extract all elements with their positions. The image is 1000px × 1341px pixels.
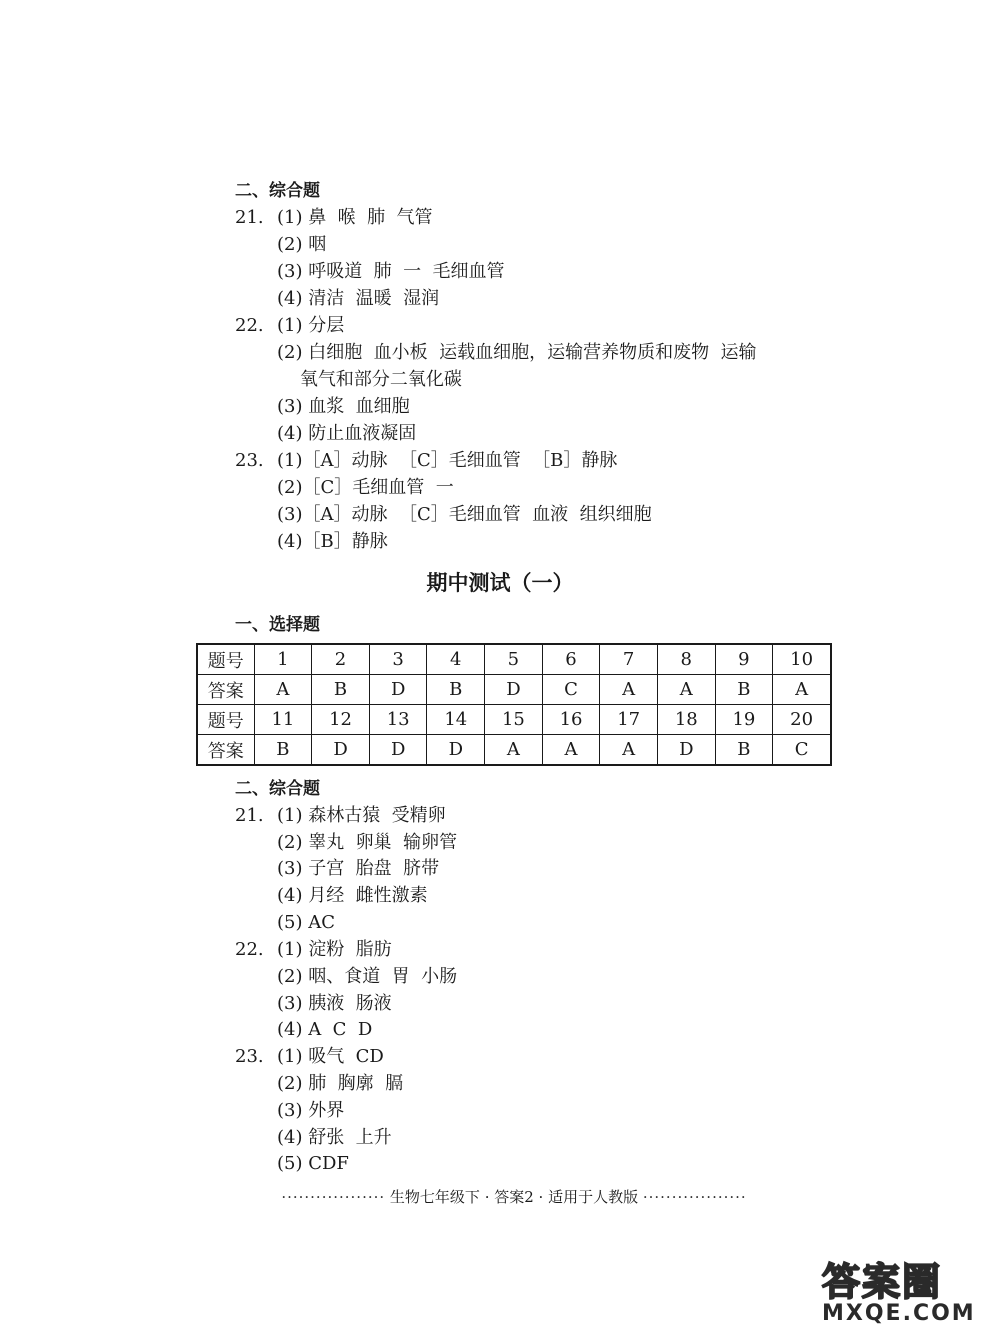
question-number: 23. [235,450,264,471]
table-cell: 11 [254,705,312,735]
table-cell: 17 [600,705,658,735]
table-row [197,675,831,705]
question-number: 22. [235,939,264,960]
answer-line: (2) 咽 [277,234,327,255]
table-cell: D [427,735,485,766]
table-row [197,705,831,735]
table-cell: D [312,735,370,766]
table-cell: 10 [773,644,831,675]
table-cell: B [254,735,312,766]
answer-line: (3) 子宫 胎盘 脐带 [277,858,440,879]
answer-line: (2) 睾丸 卵巢 输卵管 [277,832,458,853]
table-cell: A [485,735,543,766]
footer-dots-right: ·················· [642,1188,747,1206]
section-heading-choice: 一、选择题 [235,615,320,635]
table-cell: 12 [312,705,370,735]
answer-line: (4) 防止血液凝固 [277,423,417,444]
answer-line: (5) AC [277,912,335,933]
table-cell: A [542,735,600,766]
table-cell: 20 [773,705,831,735]
question-number: 21. [235,805,264,826]
answer-line: (3) 血浆 血细胞 [277,396,410,417]
question-number: 23. [235,1046,264,1067]
answer-line: (4) 清洁 温暖 湿润 [277,288,440,309]
answer-line: (5) CDF [277,1153,349,1174]
table-cell: B [312,675,370,705]
table-cell: B [427,675,485,705]
answer-line: (4) 月经 雌性激素 [277,885,428,906]
answer-line: (1) 淀粉 脂肪 [277,939,392,960]
table-cell: A [773,675,831,705]
watermark-top-text: 答案圈 [822,1260,943,1304]
table-cell: 6 [542,644,600,675]
table-header-cell: 题号 [197,644,254,675]
table-cell: D [657,735,715,766]
answer-line: (2)［C］毛细血管 一 [277,477,454,498]
table-header-cell: 答案 [197,675,254,705]
answer-line: (1) 分层 [277,315,345,336]
table-cell: 5 [485,644,543,675]
answer-line: (1) 森林古猿 受精卵 [277,805,446,826]
section-heading-comprehensive-1: 二、综合题 [235,181,320,201]
table-cell: 7 [600,644,658,675]
answer-table [196,643,832,766]
answer-line: (4) 舒张 上升 [277,1127,392,1148]
table-row [197,735,831,766]
answer-line: 氧气和部分二氧化碳 [277,369,462,390]
table-cell: 2 [312,644,370,675]
question-number: 22. [235,315,264,336]
answer-line: (2) 咽、食道 胃 小肠 [277,966,458,987]
answer-line: (2) 肺 胸廓 膈 [277,1073,404,1094]
table-cell: B [715,675,773,705]
answer-line: (1) 吸气 CD [277,1046,384,1067]
table-cell: C [773,735,831,766]
table-cell: A [600,735,658,766]
table-header-cell: 题号 [197,705,254,735]
table-cell: A [657,675,715,705]
table-row [197,644,831,675]
table-cell: 18 [657,705,715,735]
answer-line: (3)［A］动脉 ［C］毛细血管 血液 组织细胞 [277,504,652,525]
answer-line: (1) 鼻 喉 肺 气管 [277,207,433,228]
answer-line: (3) 外界 [277,1100,345,1121]
table-cell: D [369,735,427,766]
table-cell: 15 [485,705,543,735]
table-cell: C [542,675,600,705]
page-footer [196,1188,832,1206]
table-cell: D [485,675,543,705]
footer-text: 生物七年级下 · 答案2 · 适用于人教版 [389,1188,639,1206]
question-number: 21. [235,207,264,228]
answer-line: (4)［B］静脉 [277,531,388,552]
answer-line: (4) A C D [277,1019,373,1040]
answer-line: (3) 呼吸道 肺 一 毛细血管 [277,261,505,282]
table-cell: 19 [715,705,773,735]
table-cell: 14 [427,705,485,735]
table-header-cell: 答案 [197,735,254,766]
table-cell: 1 [254,644,312,675]
page-title: 期中测试（一） [426,570,574,595]
watermark-bottom-text: MXQE.COM [822,1301,976,1326]
table-cell: B [715,735,773,766]
table-cell: A [600,675,658,705]
table-cell: 8 [657,644,715,675]
answer-line: (3) 胰液 肠液 [277,993,392,1014]
table-cell: 9 [715,644,773,675]
answer-line: (2) 白细胞 血小板 运载血细胞，运输营养物质和废物 运输 [277,342,757,363]
table-cell: 3 [369,644,427,675]
table-cell: 13 [369,705,427,735]
table-cell: 16 [542,705,600,735]
table-cell: D [369,675,427,705]
watermark-logo [822,1262,992,1334]
table-cell: A [254,675,312,705]
table-cell: 4 [427,644,485,675]
section-heading-comprehensive-2: 二、综合题 [235,779,320,799]
footer-dots-left: ·················· [281,1188,386,1206]
answer-line: (1)［A］动脉 ［C］毛细血管 ［B］静脉 [277,450,618,471]
